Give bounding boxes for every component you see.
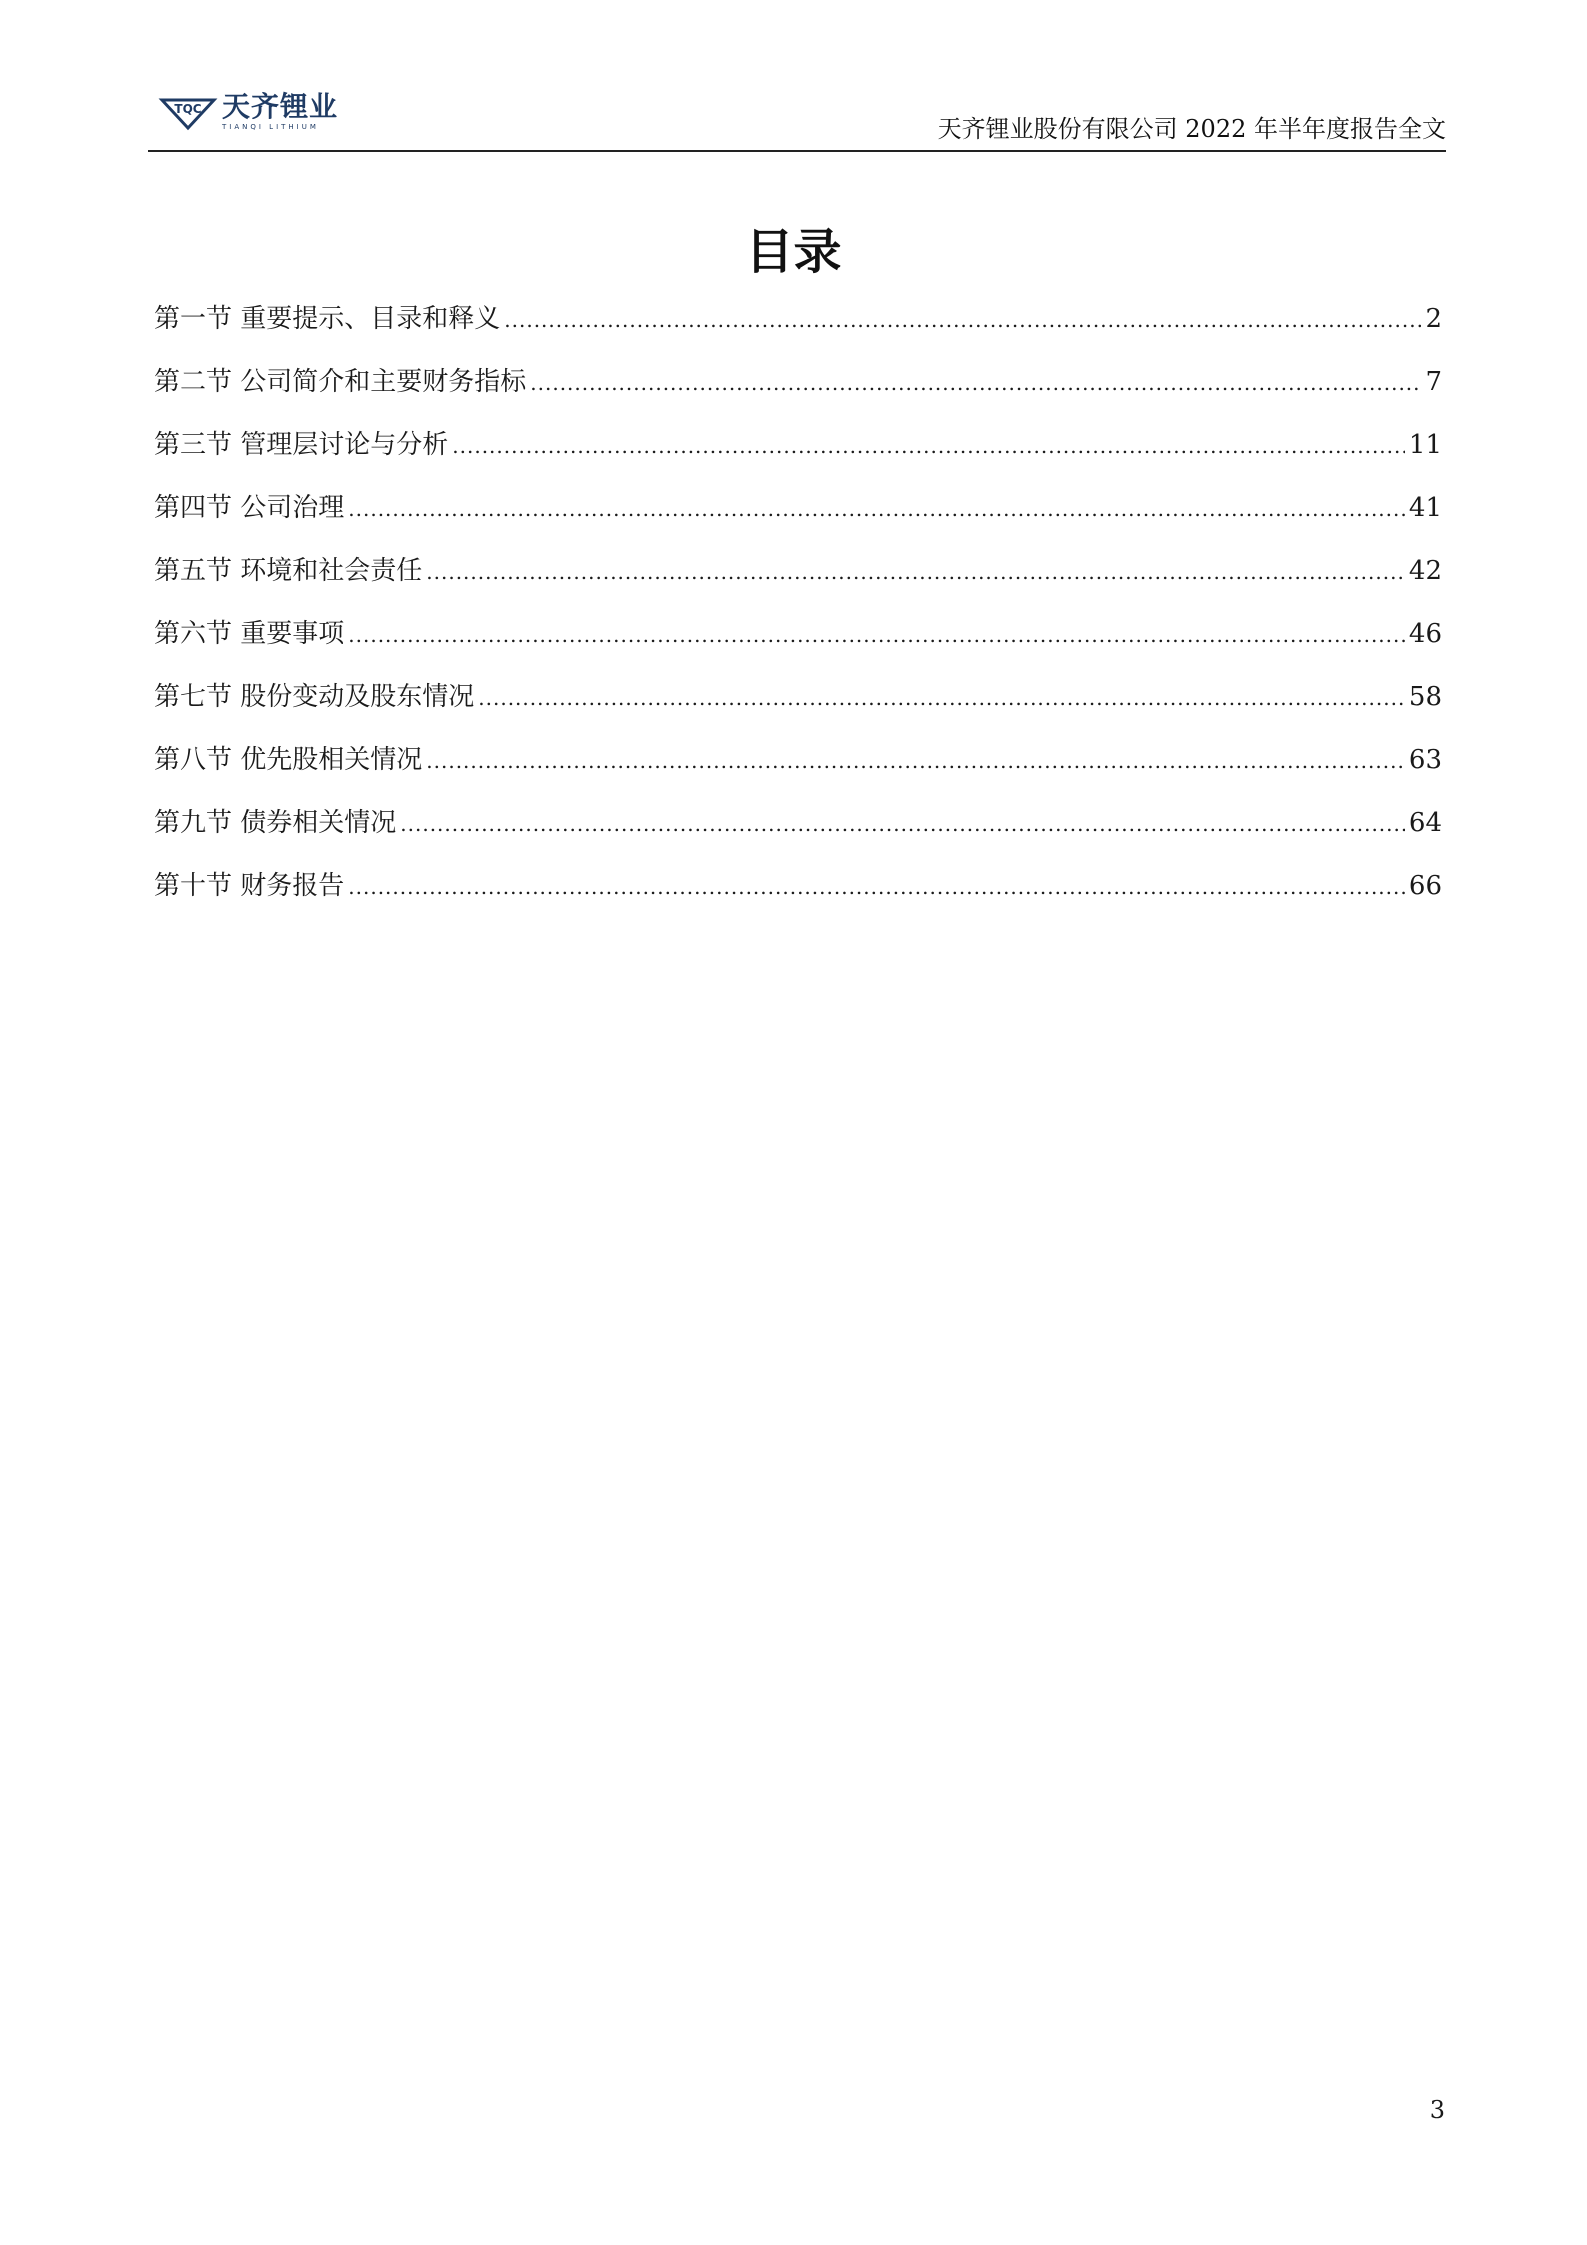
company-logo: [158, 92, 338, 136]
toc-leader-dots: [348, 613, 1405, 657]
toc-entry[interactable]: [154, 486, 1442, 549]
toc-leader-dots: [348, 865, 1405, 909]
toc-entry[interactable]: [154, 738, 1442, 801]
toc-entry-page: 63: [1408, 745, 1442, 775]
logo-subtext: TIANQI LITHIUM: [222, 123, 319, 131]
toc-entry-page: 46: [1408, 619, 1442, 649]
toc-entry-page: 41: [1408, 493, 1442, 523]
toc-leader-dots: [400, 802, 1405, 846]
toc-entry-label: 第七节 股份变动及股东情况: [154, 682, 475, 712]
toc-entry-label: 第八节 优先股相关情况: [154, 745, 423, 775]
toc-leader-dots: [504, 298, 1421, 342]
toc-entry[interactable]: [154, 612, 1442, 675]
report-title: 天齐锂业股份有限公司 2022 年半年度报告全文: [937, 115, 1446, 143]
toc-leader-dots: [452, 424, 1405, 468]
toc-entry[interactable]: [154, 675, 1442, 738]
toc-leader-dots: [478, 676, 1405, 720]
toc-entry-page: 64: [1408, 808, 1442, 838]
toc-entry-label: 第四节 公司治理: [154, 493, 345, 523]
toc-entry[interactable]: [154, 549, 1442, 612]
toc-entry-page: 58: [1408, 682, 1442, 712]
toc-entry-page: 42: [1408, 556, 1442, 586]
toc-entry-label: 第三节 管理层讨论与分析: [154, 430, 449, 460]
toc-leader-dots: [530, 361, 1421, 405]
page-header: [148, 88, 1446, 152]
tianqi-logo-icon: [158, 92, 218, 132]
toc-entry-label: 第二节 公司简介和主要财务指标: [154, 367, 527, 397]
toc-heading: 目录: [745, 224, 842, 280]
page-number: 3: [1429, 2096, 1445, 2124]
toc-leader-dots: [426, 739, 1405, 783]
toc-entry-page: 66: [1408, 871, 1442, 901]
toc-entry-label: 第五节 环境和社会责任: [154, 556, 423, 586]
toc-entry-label: 第九节 债券相关情况: [154, 808, 397, 838]
toc-entry-page: 7: [1425, 367, 1442, 397]
toc-entry[interactable]: [154, 864, 1442, 927]
logo-name: 天齐锂业: [222, 90, 339, 123]
logo-mark-text: TQC: [174, 102, 202, 116]
toc-entry-label: 第六节 重要事项: [154, 619, 345, 649]
toc-leader-dots: [426, 550, 1405, 594]
toc-entry[interactable]: [154, 423, 1442, 486]
toc-leader-dots: [348, 487, 1405, 531]
toc-entry-label: 第十节 财务报告: [154, 871, 345, 901]
toc-entry-label: 第一节 重要提示、目录和释义: [154, 304, 501, 334]
toc-entry[interactable]: [154, 360, 1442, 423]
table-of-contents: [154, 297, 1442, 927]
toc-entry-page: 11: [1408, 430, 1442, 460]
toc-entry[interactable]: [154, 801, 1442, 864]
toc-entry-page: 2: [1425, 304, 1442, 334]
toc-entry[interactable]: [154, 297, 1442, 360]
